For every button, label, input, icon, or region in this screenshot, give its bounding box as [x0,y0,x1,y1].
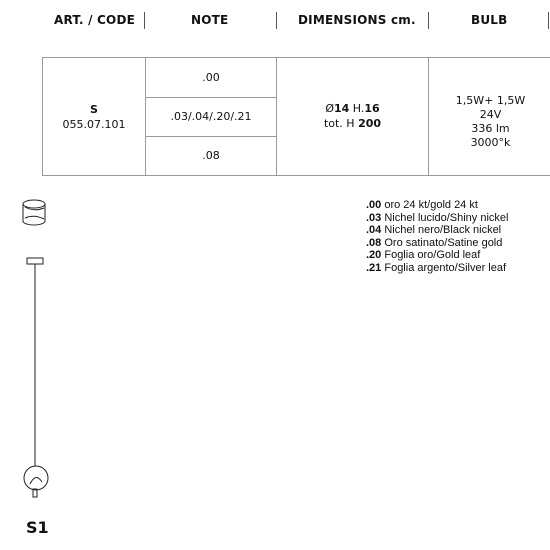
pendant-lamp-drawing [16,256,56,502]
total-prefix: tot. H [323,117,359,130]
header-dimensions: DIMENSIONS cm. [298,13,416,27]
diameter-symbol: Ø [325,102,334,115]
finishes-legend [366,199,508,275]
bulb-power: 1,5W+ 1,5W [455,94,526,107]
finish-name: Foglia argento/Silver leaf [381,261,507,274]
header-separator [144,12,145,29]
finish-item [366,262,508,275]
header-separator [428,12,429,29]
header-bulb: BULB [471,13,508,27]
art-code: 055.07.101 [62,118,126,131]
finish-name: Nichel lucido/Shiny nickel [381,211,509,224]
finish-name: oro 24 kt/gold 24 kt [381,199,478,211]
dimensions-total-height [276,117,429,130]
finish-name: Oro satinato/Satine gold [381,236,503,249]
note-value: .00 [202,71,220,84]
finish-code: .20 [366,249,382,262]
header-separator [276,12,277,29]
header-note: NOTE [191,13,229,27]
note-value: .03/.04/.20/.21 [170,110,252,123]
dimensions-diameter-height [276,102,429,115]
cell-art-code [42,57,146,176]
finish-code: .21 [366,261,382,274]
finish-name: Foglia oro/Gold leaf [381,249,481,262]
finish-code: .08 [366,236,382,249]
finish-code: .00 [366,199,382,211]
lamp-top-view-icon [20,196,50,230]
finish-name: Nichel nero/Black nickel [381,224,502,237]
header-art-code: ART. / CODE [54,13,136,27]
note-divider [146,136,276,137]
bulb-lumens: 336 lm [471,122,510,135]
model-label: S1 [26,518,49,537]
finish-code: .04 [366,224,382,237]
note-divider [146,97,276,98]
header-separator [548,12,549,29]
height-value: 16 [364,102,380,115]
bulb-voltage: 24V [479,108,502,121]
finish-item [366,199,508,212]
note-value: .08 [202,149,220,162]
finish-item [366,237,508,250]
finish-code: .03 [366,211,382,224]
art-letter: S [90,103,98,116]
height-prefix: H. [349,102,365,115]
finish-item [366,224,508,237]
diameter-value: 14 [333,102,350,115]
finish-item [366,249,508,262]
bulb-temperature: 3000°k [470,136,511,149]
total-value: 200 [358,117,382,130]
finish-item [366,212,508,225]
